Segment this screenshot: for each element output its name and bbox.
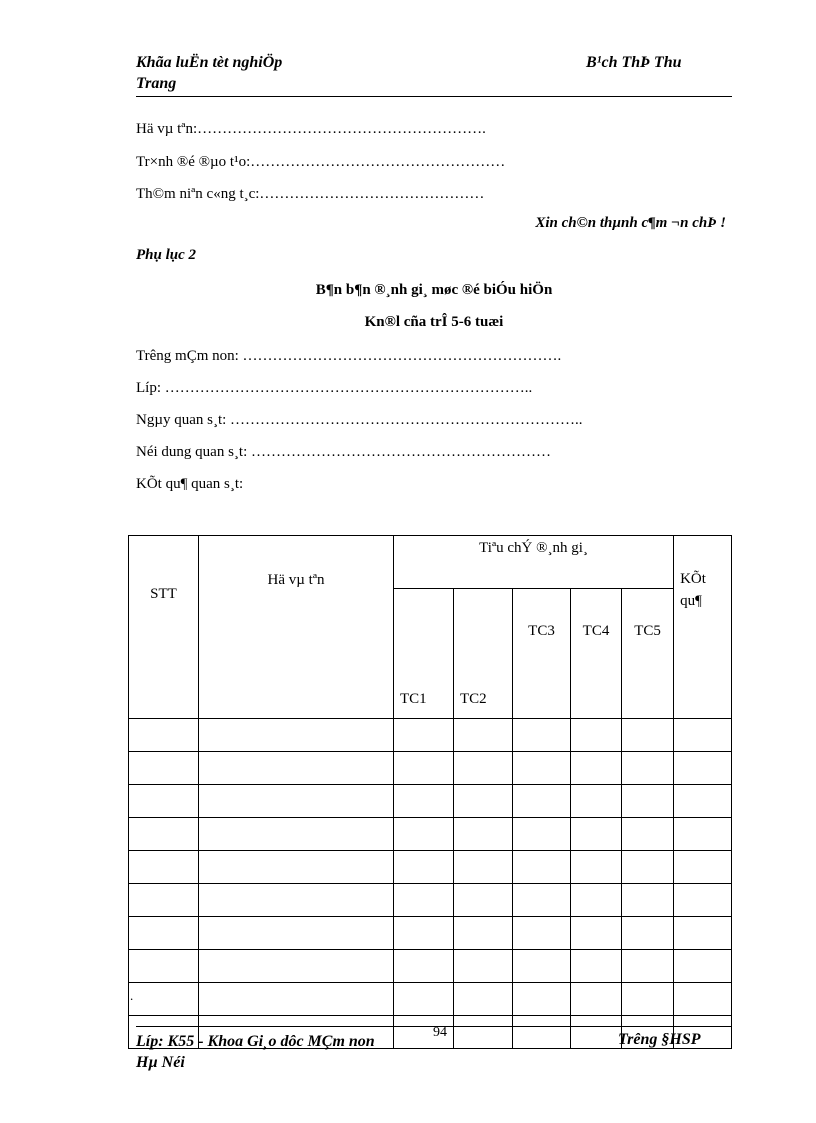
- stray-mark: .: [130, 988, 134, 1003]
- table-cell: [513, 917, 571, 950]
- table-cell: [571, 917, 622, 950]
- info-line-seniority: Th©m niªn c«ng t¸c:………………………………………: [136, 186, 485, 202]
- table-cell: [454, 884, 513, 917]
- table-cell: [454, 983, 513, 1016]
- table-cell: [454, 785, 513, 818]
- table-cell: [622, 917, 674, 950]
- table-cell: [199, 950, 394, 983]
- table-cell: [622, 950, 674, 983]
- info-line-name: Hä vµ tªn:………………………………………………….: [136, 121, 486, 137]
- header-result-line1: KÕt: [680, 571, 706, 587]
- form-title-line1: B¶n b¶n ®¸nh gi¸ møc ®é biÓu hiÖn: [315, 282, 553, 298]
- header-tc5: TC5: [622, 589, 674, 719]
- table-cell: [571, 1016, 622, 1049]
- form-title-line2: Kn®l cña trÎ 5-6 tuæi: [364, 314, 504, 330]
- table-row: [129, 950, 732, 983]
- footer-left: [136, 1031, 375, 1073]
- table-cell: [674, 818, 732, 851]
- table-cell: [513, 785, 571, 818]
- table-cell: [129, 884, 199, 917]
- table-cell: [454, 752, 513, 785]
- table-cell: [622, 983, 674, 1016]
- table-cell: [394, 719, 454, 752]
- table-row: [129, 719, 732, 752]
- table-cell: [454, 818, 513, 851]
- table-cell: [513, 719, 571, 752]
- table-cell: [674, 851, 732, 884]
- table-cell: [199, 917, 394, 950]
- table-cell: [199, 752, 394, 785]
- table-cell: [622, 719, 674, 752]
- table-cell: [394, 785, 454, 818]
- table-cell: [129, 917, 199, 950]
- table-cell: [622, 851, 674, 884]
- assessment-table: [128, 535, 732, 1049]
- table-cell: [513, 752, 571, 785]
- appendix-heading: Phụ lục 2: [136, 247, 197, 263]
- page-number: 94: [433, 1025, 447, 1040]
- table-cell: [674, 950, 732, 983]
- table-cell: [674, 752, 732, 785]
- table-cell: [571, 950, 622, 983]
- header-left: [136, 52, 282, 94]
- table-cell: [571, 719, 622, 752]
- header-criteria: Tiªu chÝ ®¸nh gi¸: [394, 536, 674, 589]
- header-tc1: TC1: [394, 589, 454, 719]
- info-line-training: Tr×nh ®é ®µo t¹o:……………………………………………: [136, 154, 506, 170]
- table-cell: [129, 950, 199, 983]
- table-cell: [571, 851, 622, 884]
- header-author: B¹ch ThÞ Thu: [586, 54, 682, 71]
- table-cell: [129, 818, 199, 851]
- table-cell: [622, 752, 674, 785]
- header-page-label: Trang: [136, 75, 177, 92]
- table-cell: [513, 950, 571, 983]
- table-cell: [199, 719, 394, 752]
- header-tc2: TC2: [454, 589, 513, 719]
- table-cell: [513, 884, 571, 917]
- table-cell: [513, 983, 571, 1016]
- table-cell: [454, 917, 513, 950]
- table-cell: [394, 950, 454, 983]
- header-full-name: Hä vµ tªn: [199, 536, 394, 719]
- header-rule: [136, 96, 732, 97]
- table-cell: [199, 884, 394, 917]
- table-cell: [674, 719, 732, 752]
- header-result: [674, 536, 732, 719]
- form-line-result: KÕt qu¶ quan s¸t:: [136, 476, 244, 492]
- footer-class-label: Líp: K55 - Khoa Gi¸o dôc MÇm non: [136, 1033, 375, 1050]
- table-cell: [129, 785, 199, 818]
- table-cell: [394, 851, 454, 884]
- form-line-date: Ngµy quan s¸t: ……………………………………………………………..: [136, 412, 583, 428]
- table-cell: [454, 950, 513, 983]
- table-cell: [454, 1016, 513, 1049]
- table-cell: [199, 851, 394, 884]
- table-cell: [571, 818, 622, 851]
- table-row: [129, 983, 732, 1016]
- table-cell: [571, 785, 622, 818]
- table-row: [129, 752, 732, 785]
- thanks-note: Xin ch©n thµnh c¶m ¬n chÞ !: [535, 215, 726, 231]
- table-cell: [129, 983, 199, 1016]
- table-row: [129, 917, 732, 950]
- footer-city-label: Hµ Néi: [136, 1054, 185, 1071]
- table-row: [129, 818, 732, 851]
- table-cell: [199, 785, 394, 818]
- table-cell: [622, 785, 674, 818]
- table-cell: [129, 851, 199, 884]
- table-cell: [571, 983, 622, 1016]
- footer-university: Trêng §HSP: [618, 1031, 701, 1048]
- table-cell: [394, 917, 454, 950]
- table-cell: [513, 1016, 571, 1049]
- table-cell: [513, 851, 571, 884]
- table-cell: [199, 983, 394, 1016]
- table-cell: [394, 818, 454, 851]
- table-cell: [622, 884, 674, 917]
- form-line-class: Líp: ………………………………………………………………..: [136, 380, 533, 396]
- table-row: [129, 785, 732, 818]
- table-row: [129, 851, 732, 884]
- table-cell: [513, 818, 571, 851]
- table-cell: [571, 884, 622, 917]
- table-cell: [394, 983, 454, 1016]
- table-cell: [129, 752, 199, 785]
- table-cell: [129, 719, 199, 752]
- table-cell: [674, 917, 732, 950]
- table-cell: [622, 818, 674, 851]
- table-cell: [454, 851, 513, 884]
- header-tc3: TC3: [513, 589, 571, 719]
- table-cell: [674, 884, 732, 917]
- form-line-school: Trêng mÇm non: ……………………………………………………….: [136, 348, 562, 364]
- table-cell: [674, 785, 732, 818]
- table-cell: [454, 719, 513, 752]
- table-cell: [199, 818, 394, 851]
- table-cell: [571, 752, 622, 785]
- table-cell: [394, 752, 454, 785]
- header-thesis-label: Khãa luËn tèt nghiÖp: [136, 54, 283, 71]
- header-tc4: TC4: [571, 589, 622, 719]
- table-cell: [674, 983, 732, 1016]
- header-stt: STT: [129, 536, 199, 719]
- table-cell: [394, 884, 454, 917]
- header-result-line2: qu¶: [680, 593, 702, 609]
- table-row: [129, 884, 732, 917]
- form-line-content: Néi dung quan s¸t: ……………………………………………………: [136, 444, 551, 460]
